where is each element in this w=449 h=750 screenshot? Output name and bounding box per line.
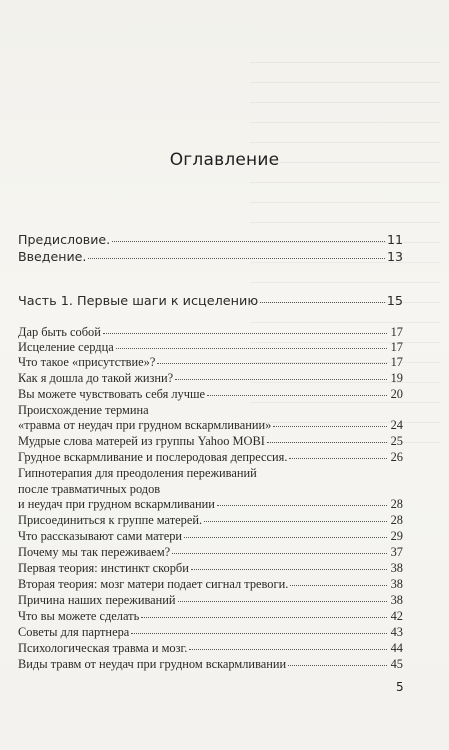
- toc-entry-page: 17: [390, 340, 403, 354]
- toc-entry[interactable]: [18, 434, 403, 449]
- dot-leader: [267, 432, 387, 443]
- toc-entry-page: 43: [390, 625, 403, 639]
- page-title: Оглавление: [169, 150, 280, 170]
- toc-entry-label: Грудное вскармливание и послеродовая депрессия.: [18, 450, 288, 464]
- toc-entry[interactable]: [18, 232, 403, 247]
- dot-leader: [103, 323, 387, 334]
- toc-entry-page: 17: [390, 325, 403, 339]
- toc-entry-label: Мудрые слова матерей из группы Yahoo MOBI: [18, 434, 265, 448]
- toc-entry-label: «травма от неудач при грудном вскармливании»: [18, 418, 272, 432]
- toc-entry-label: Причина наших переживаний: [18, 593, 176, 607]
- toc-entry[interactable]: [18, 387, 403, 402]
- toc-entry-label: Что такое «присутствие»?: [18, 355, 156, 369]
- toc-entry[interactable]: [18, 625, 403, 640]
- toc-entry-page: 13: [386, 249, 403, 264]
- toc-entry-line[interactable]: Происхождение термина: [18, 403, 149, 417]
- dot-leader: [288, 655, 387, 666]
- dot-leader: [141, 607, 387, 618]
- toc-entry-label: Часть 1. Первые шаги к исцелению: [18, 294, 259, 309]
- dot-leader: [116, 338, 387, 349]
- toc-entry-page: 28: [390, 513, 403, 527]
- toc-entry-line[interactable]: после травматичных родов: [18, 482, 161, 496]
- toc-entry-page: 11: [386, 232, 403, 247]
- toc-entry[interactable]: [18, 513, 403, 528]
- toc-entry[interactable]: [18, 609, 403, 624]
- dot-leader: [260, 292, 385, 303]
- toc-entry[interactable]: [18, 418, 403, 433]
- toc-entry-label: Введение.: [18, 249, 87, 264]
- dot-leader: [131, 623, 387, 634]
- toc-entry[interactable]: [18, 371, 403, 386]
- toc-entry-label: Почему мы так переживаем?: [18, 545, 171, 559]
- toc-entry[interactable]: [18, 249, 403, 264]
- toc-entry-label: Первая теория: инстинкт скорби: [18, 561, 189, 575]
- page-number: 5: [396, 680, 404, 694]
- toc-entry-page: 19: [390, 371, 403, 385]
- dot-leader: [175, 369, 387, 380]
- toc-entry-page: 45: [390, 657, 403, 671]
- toc-entry[interactable]: [18, 545, 403, 560]
- toc-entry[interactable]: [18, 355, 403, 370]
- toc-entry-page: 25: [390, 434, 403, 448]
- toc-entry-label: Присоединиться к группе матерей.: [18, 513, 203, 527]
- toc-entry-page: 26: [390, 450, 403, 464]
- toc-entry-label: Психологическая травма и мозг.: [18, 641, 188, 655]
- dot-leader: [191, 559, 387, 570]
- toc-part-heading[interactable]: [18, 294, 403, 309]
- toc-entry[interactable]: [18, 529, 403, 544]
- toc-entry-page: 15: [386, 294, 403, 309]
- toc-entry[interactable]: [18, 497, 403, 512]
- toc-entry-page: 38: [390, 561, 403, 575]
- toc-entry-line[interactable]: Гипнотерапия для преодоления переживаний: [18, 466, 257, 480]
- dot-leader: [189, 639, 387, 650]
- toc-entry-page: 44: [390, 641, 403, 655]
- toc-entry[interactable]: [18, 450, 403, 465]
- toc-entry-page: 17: [390, 355, 403, 369]
- dot-leader: [178, 591, 387, 602]
- dot-leader: [273, 416, 387, 427]
- toc-entry[interactable]: [18, 593, 403, 608]
- toc-entry[interactable]: [18, 657, 403, 672]
- dot-leader: [88, 248, 385, 259]
- toc-entry-page: 38: [390, 577, 403, 591]
- toc-entry-label: Что вы можете сделать: [18, 609, 140, 623]
- toc-entry-page: 37: [390, 545, 403, 559]
- toc-entry-label: Вы можете чувствовать себя лучше: [18, 387, 206, 401]
- toc-entry-page: 38: [390, 593, 403, 607]
- dot-leader: [112, 231, 385, 242]
- toc-entry[interactable]: [18, 577, 403, 592]
- toc-entry-page: 24: [390, 418, 403, 432]
- toc-entry-page: 29: [390, 529, 403, 543]
- dot-leader: [290, 575, 387, 586]
- toc-entry-label: и неудач при грудном вскармливании: [18, 497, 215, 511]
- dot-leader: [207, 385, 387, 396]
- toc-entry-label: Советы для партнера: [18, 625, 130, 639]
- dot-leader: [204, 511, 387, 522]
- toc-entry-label: Как я дошла до такой жизни?: [18, 371, 174, 385]
- toc-entry-label: Дар быть собой: [18, 325, 101, 339]
- toc-entry[interactable]: [18, 641, 403, 656]
- toc-entry-page: 42: [390, 609, 403, 623]
- toc-entry-label: Виды травм от неудач при грудном вскармливании: [18, 657, 287, 671]
- dot-leader: [184, 527, 387, 538]
- toc-entry-label: Что рассказывают сами матери: [18, 529, 183, 543]
- toc-entry-label: Предисловие.: [18, 232, 111, 247]
- dot-leader: [157, 353, 387, 364]
- toc-entry[interactable]: [18, 561, 403, 576]
- toc-entry-page: 20: [390, 387, 403, 401]
- toc-entry-page: 28: [390, 497, 403, 511]
- toc-entry-label: Вторая теория: мозг матери подает сигнал тревоги.: [18, 577, 289, 591]
- dot-leader: [289, 448, 387, 459]
- dot-leader: [172, 543, 387, 554]
- toc-entry-label: Исцеление сердца: [18, 340, 114, 354]
- dot-leader: [217, 495, 387, 506]
